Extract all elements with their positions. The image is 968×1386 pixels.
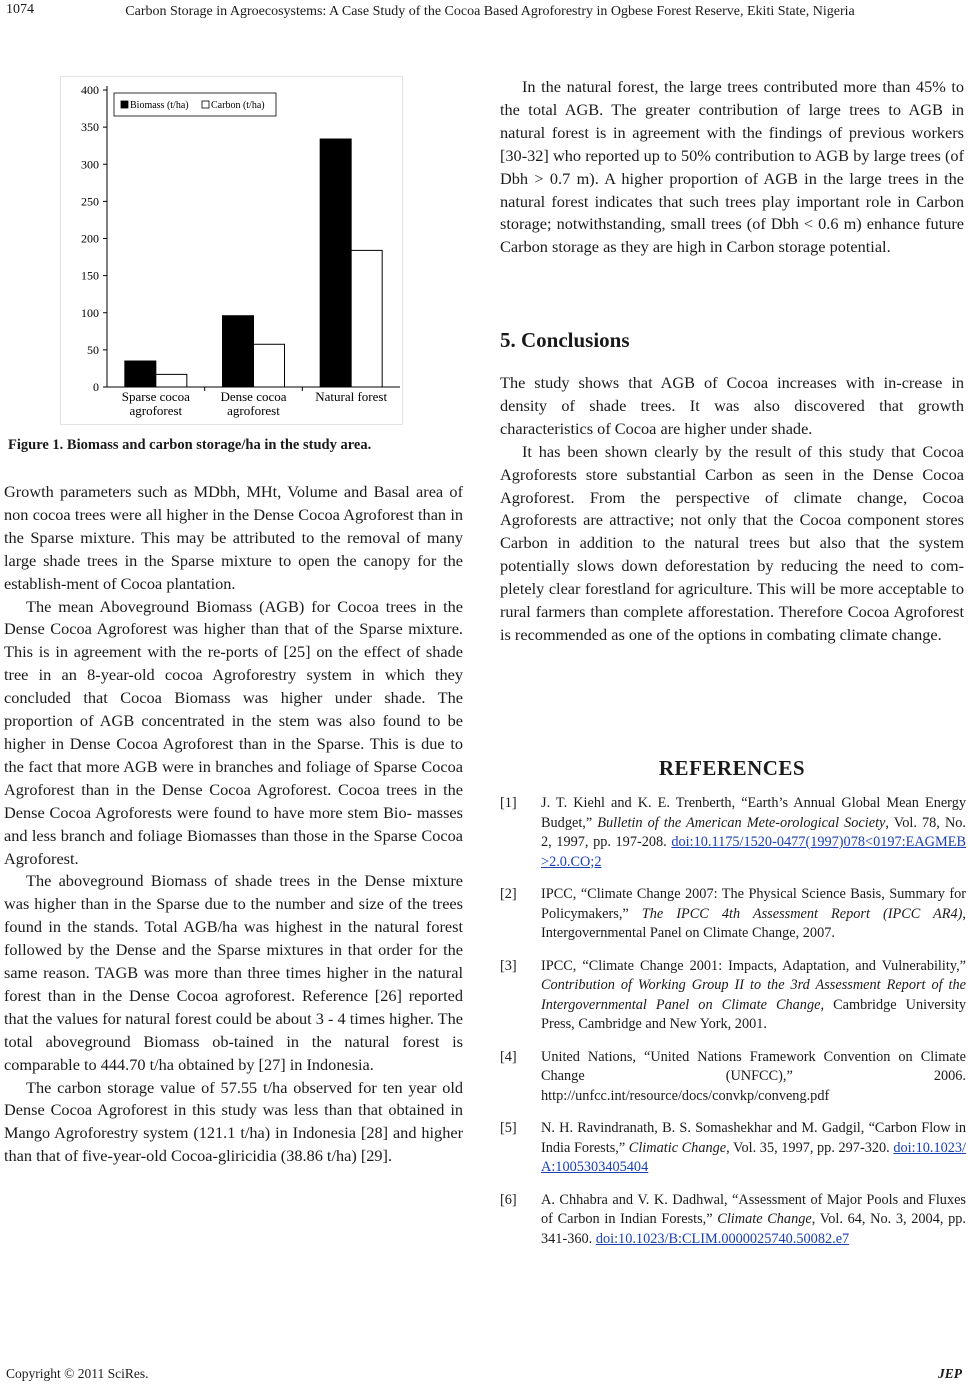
y-tick-label: 50: [87, 342, 99, 357]
section-heading-conclusions: 5. Conclusions: [500, 328, 630, 352]
references-list: [500, 794, 966, 1262]
x-category-label: agroforest: [129, 403, 183, 418]
page-number: 1074: [6, 2, 34, 17]
y-tick-label: 100: [81, 305, 99, 320]
paragraph: The study shows that AGB of Cocoa increases with in-crease in density of shade trees. It was also discovered that growth characteristics of Cocoa are higher under shade.: [500, 373, 964, 438]
reference-item: [3] IPCC, “Climate Change 2001: Impacts, Adaptation, and Vulnerability,” Contribution of Working Group II to the 3rd Assessment Report of the Intergovernmental Panel on Climate Change, Cambridge University Press, Cambridge and New York, 2001.: [500, 957, 966, 1035]
footer-journal: JEP: [937, 1366, 962, 1381]
left-column-body: [4, 481, 463, 1168]
y-tick-label: 250: [81, 194, 99, 209]
reference-item: [4] United Nations, “United Nations Framework Convention on Climate Change (UNFCC),” 2006. http://unfcc.int/resource/docs/convkp/conveng.pdf: [500, 1048, 966, 1107]
reference-item: [6] A. Chhabra and V. K. Dadhwal, “Assessment of Major Pools and Fluxes of Carbon in Indian Forests,” Climate Change, Vol. 64, No. 3, 2004, pp. 341-360. doi:10.1023/B:CLIM.0000025740.50082.e7: [500, 1191, 966, 1250]
bar-carbon: [351, 250, 382, 387]
reference-item: [2] IPCC, “Climate Change 2007: The Physical Science Basis, Summary for Policymakers,” The IPCC 4th Assessment Report (IPCC AR4), Intergovernmental Panel on Climate Change, 2007.: [500, 885, 966, 944]
y-tick-label: 350: [81, 120, 99, 135]
paragraph: The carbon storage value of 57.55 t/ha observed for ten year old Dense Cocoa Agroforest in this study was less than that obtained in Mango Agroforestry system (121.1 t/ha) in Indonesia [28] and higher than that of five-year-old Cocoa-gliricidia (38.86 t/ha) [29].: [4, 1077, 463, 1166]
reference-number: [4]: [500, 1048, 517, 1065]
legend-label: Biomass (t/ha): [130, 100, 189, 111]
x-category-label: Natural forest: [315, 389, 388, 404]
y-tick-label: 150: [81, 268, 99, 283]
reference-item: [5] N. H. Ravindranath, B. S. Somashekhar and M. Gadgil, “Carbon Flow in India Forests,” Climatic Change, Vol. 35, 1997, pp. 297-320. doi:10.1023/A:1005303405404: [500, 1119, 966, 1178]
legend-swatch: [202, 101, 209, 108]
footer-copyright: Copyright © 2011 SciRes.: [6, 1366, 149, 1381]
legend-label: Carbon (t/ha): [211, 100, 265, 111]
doi-link[interactable]: doi:10.1023/A:1005303405404: [541, 1139, 967, 1175]
running-header: Carbon Storage in Agroecosystems: A Case Study of the Cocoa Based Agroforestry in Ogbese Forest Reserve, Ekiti State, Nigeria: [125, 4, 855, 19]
y-tick-label: 300: [81, 157, 99, 172]
y-tick-label: 200: [81, 231, 99, 246]
paragraph: In the natural forest, the large trees contributed more than 45% to the total AGB. The greater contribution of large trees to AGB in natural forest is in agreement with the findings of previous workers [30-32] who reported up to 50% contribution to AGB by large trees (of Dbh > 0.7 m). A higher proportion of AGB in the large trees in the natural forest indicates that such trees play important role in Carbon storage; notwithstanding, small trees (of Dbh < 0.6 m) enhance future Carbon storage as they are high in Carbon storage potential.: [500, 77, 964, 257]
reference-number: [2]: [500, 886, 517, 902]
x-category-label: Sparse cocoa: [121, 389, 190, 404]
y-tick-label: 400: [81, 83, 99, 97]
reference-number: [1]: [500, 795, 517, 811]
conclusions-body: [500, 372, 964, 647]
paragraph: The mean Aboveground Biomass (AGB) for Cocoa trees in the Dense Cocoa Agroforest was higher than that of the Sparse mixture. This is in agreement with the re-ports of [25] on the effect of shade tree in an 8-year-old cocoa Agroforestry system in which they concluded that Cocoa Biomass was higher under shade. The proportion of AGB concentrated in the stem was also found to be higher in Dense Cocoa Agroforest than in the Sparse. This is due to the fact that more AGB were in branches and foliage of Sparse Cocoa Agroforest than in the Dense Cocoa Agroforest. Cocoa trees in the Dense Cocoa Agroforests were found to have more stem Bio- masses and less branch and foliage Biomasses than those in the Sparse Cocoa Agroforest.: [4, 596, 463, 868]
right-column-body: [500, 76, 964, 259]
bar-chart: [60, 76, 405, 426]
bar-biomass: [125, 361, 156, 387]
x-category-label: agroforest: [227, 403, 280, 418]
paragraph: Growth parameters such as MDbh, MHt, Volume and Basal area of non cocoa trees were all higher in the Dense Cocoa Agroforest than in the Sparse mixture. This may be attributed to the removal of many large shade trees in the Sparse mixture to open the canopy for the establish-ment of Cocoa plantation.: [4, 482, 463, 593]
figure-caption: Figure 1. Biomass and carbon storage/ha in the study area.: [8, 437, 372, 453]
reference-number: [5]: [500, 1120, 517, 1136]
legend-swatch: [121, 101, 128, 108]
doi-link[interactable]: doi:10.1023/B:CLIM.0000025740.50082.e7: [595, 1230, 850, 1247]
reference-number: [6]: [500, 1191, 517, 1208]
reference-number: [3]: [500, 957, 517, 974]
bar-carbon: [156, 374, 187, 387]
doi-link[interactable]: doi:10.1175/1520-0477(1997)078<0197:EAGMEB>2.0.CO;2: [541, 834, 966, 870]
bar-biomass: [223, 316, 254, 387]
bar-biomass: [320, 139, 351, 387]
bar-carbon: [254, 344, 285, 387]
x-category-label: Dense cocoa: [220, 389, 287, 404]
paragraph: It has been shown clearly by the result of this study that Cocoa Agroforests store substantial Carbon as seen in the Dense Cocoa Agroforest. From the perspective of climate change, Cocoa Agroforests are attractive; not only that the Cocoa component stores Carbon in addition to the natural trees but also that the system potentially slows down deforestation by reducing the need to com-pletely clear forestland for agriculture. This will be more acceptable to rural farmers than complete afforestation. Therefore Cocoa Agroforest is recommended as one of the options in combating climate change.: [500, 441, 964, 644]
paragraph: The aboveground Biomass of shade trees in the Dense mixture was higher than in the Sparse due to the number and size of the trees found in the stands. Total AGB/ha was highest in the natural forest followed by the Dense and the Sparse mixtures in that order for the same reason. TAGB was more than three times higher in the natural forest than in the Dense Cocoa agroforest. Reference [26] reported that the values for natural forest could be about 3 - 4 times higher. The total aboveground Biomass ob-tained in the natural forest is comparable to 444.70 t/ha obtained by [27] in Indonesia.: [4, 871, 463, 1074]
y-tick-label: 0: [93, 380, 99, 394]
references-heading: REFERENCES: [658, 756, 806, 780]
reference-item: [1] J. T. Kiehl and K. E. Trenberth, “Earth’s Annual Global Mean Energy Budget,” Bulletin of the American Mete-orological Society, Vol. 78, No. 2, 1997, pp. 197-208. doi:10.1175/1520-0477(1997)078<0197:EAGMEB>2.0.CO;2: [500, 794, 966, 872]
